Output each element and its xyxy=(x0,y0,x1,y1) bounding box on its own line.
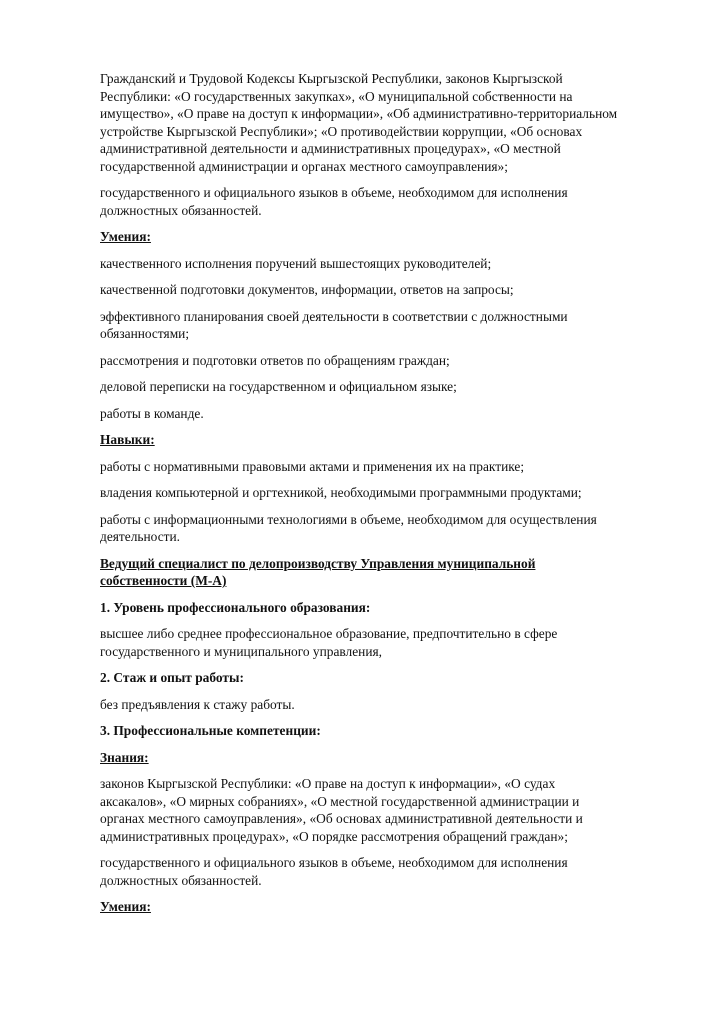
paragraph xyxy=(100,775,670,845)
list-item xyxy=(100,308,670,343)
section-heading-skills-2 xyxy=(100,898,670,916)
text-line: обязанностями; xyxy=(100,326,190,341)
text-line: государственного и муниципального управления, xyxy=(100,643,383,659)
paragraph xyxy=(100,184,670,219)
list-item xyxy=(100,255,670,273)
text-line: владения компьютерной и оргтехникой, необходимыми программными продуктами; xyxy=(100,485,582,500)
paragraph xyxy=(100,854,670,889)
text-line: качественной подготовки документов, информации, ответов на запросы; xyxy=(100,282,514,297)
text-line: органах местного самоуправления», «Об основах административной деятельности и xyxy=(100,811,583,826)
text-line: работы с нормативными правовыми актами и применения их на практике; xyxy=(100,458,525,474)
text-line: государственной администрации и органах местного самоуправления»; xyxy=(100,158,508,174)
list-item xyxy=(100,281,670,299)
text-line: законов Кыргызской Республики: «О праве на доступ к информации», «О судах xyxy=(100,776,556,791)
text-line: рассмотрения и подготовки ответов по обращениям граждан; xyxy=(100,352,450,368)
text-line: работы с информационными технологиями в объеме, необходимом для осуществления xyxy=(100,511,597,527)
text-line: деловой переписки на государственном и официальном языке; xyxy=(100,379,457,394)
list-item xyxy=(100,352,670,370)
section-heading-skills xyxy=(100,228,670,246)
heading-text: собственности (М-А) xyxy=(100,573,227,588)
list-item xyxy=(100,405,670,423)
text-line: Республики: «О государственных закупках», «О муниципальной собственности на xyxy=(100,88,573,104)
document-page xyxy=(100,70,670,925)
list-item xyxy=(100,378,670,396)
section-heading-knowledge xyxy=(100,749,670,767)
list-item xyxy=(100,484,670,502)
text-line: Гражданский и Трудовой Кодексы Кыргызской Республики, законов Кыргызской xyxy=(100,71,563,86)
text-line: деятельности. xyxy=(100,529,181,544)
section-heading-education xyxy=(100,599,670,617)
heading-text: 2. Стаж и опыт работы: xyxy=(100,670,244,685)
list-item xyxy=(100,511,670,546)
section-heading-abilities xyxy=(100,431,670,449)
paragraph xyxy=(100,625,670,660)
heading-text: Знания: xyxy=(100,749,149,765)
heading-text: Умения: xyxy=(100,229,151,244)
section-heading-experience xyxy=(100,669,670,687)
position-title xyxy=(100,555,670,590)
list-item xyxy=(100,458,670,476)
text-line: эффективного планирования своей деятельности в соответствии с должностными xyxy=(100,308,568,324)
heading-text: Ведущий специалист по делопроизводству Управления муниципальной xyxy=(100,555,536,571)
text-line: работы в команде. xyxy=(100,405,204,421)
text-line: без предъявления к стажу работы. xyxy=(100,696,295,712)
heading-text: 3. Профессиональные компетенции: xyxy=(100,723,321,738)
text-line: аксакалов», «О мирных собраниях», «О местной государственной администрации и xyxy=(100,793,580,809)
heading-text: Навыки: xyxy=(100,432,155,447)
text-line: высшее либо среднее профессиональное образование, предпочтительно в сфере xyxy=(100,626,558,641)
text-line: государственного и официального языков в объеме, необходимом для исполнения xyxy=(100,185,568,200)
section-heading-competencies xyxy=(100,722,670,740)
text-line: устройстве Кыргызской Республики»; «О противодействии коррупции, «Об основах xyxy=(100,123,583,139)
text-line: административной деятельности и административных процедурах», «О местной xyxy=(100,141,561,156)
paragraph xyxy=(100,696,670,714)
text-line: имущество», «О праве на доступ к информации», «Об административно-территориальном xyxy=(100,106,618,121)
text-line: должностных обязанностей. xyxy=(100,872,262,888)
text-line: должностных обязанностей. xyxy=(100,202,262,218)
text-line: государственного и официального языков в объеме, необходимом для исполнения xyxy=(100,855,568,870)
heading-text: Умения: xyxy=(100,899,151,914)
heading-text: 1. Уровень профессионального образования: xyxy=(100,599,371,615)
text-line: качественного исполнения поручений вышестоящих руководителей; xyxy=(100,255,492,271)
paragraph xyxy=(100,70,670,175)
text-line: административных процедурах», «О порядке рассмотрения обращений граждан»; xyxy=(100,828,568,844)
